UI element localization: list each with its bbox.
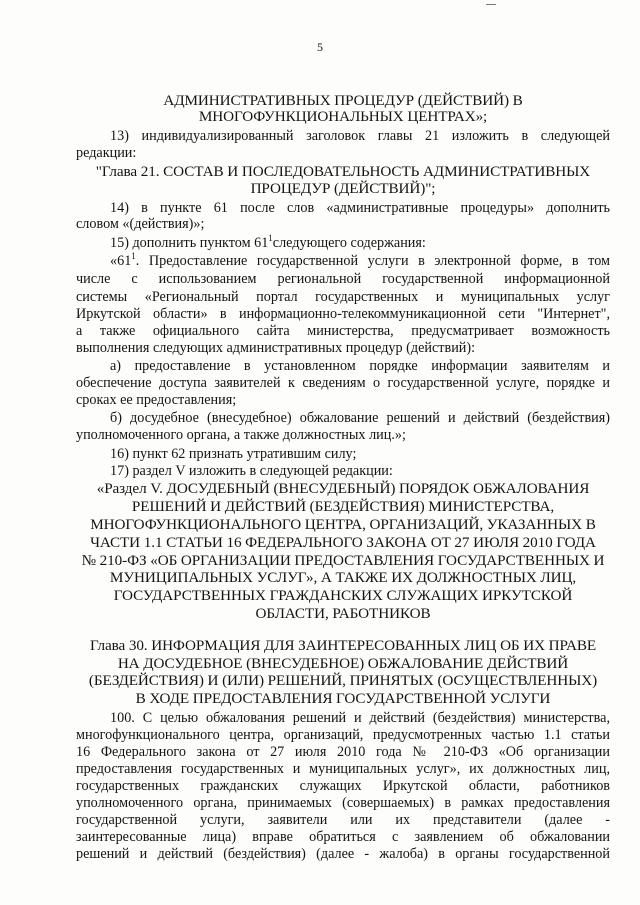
text-run: 16) пункт 62 признать утратившим силу; xyxy=(110,446,357,462)
text-run: выполнения следующих административных процедур (действий): xyxy=(76,340,476,356)
text-run: 14) в пункте 61 после слов «административные процедуры» дополнить xyxy=(110,200,610,216)
text-line xyxy=(76,637,610,654)
text-line xyxy=(76,216,610,233)
text-run: государственной услуги, заявители или их представители (далее - xyxy=(76,812,610,828)
text-line xyxy=(76,427,610,444)
text-run: сроках ее предоставления; xyxy=(76,392,237,408)
text-run: МУНИЦИПАЛЬНЫХ УСЛУГ», А ТАКЖЕ ИХ ДОЛЖНОСТНЫХ ЛИЦ, xyxy=(109,569,577,586)
text-line xyxy=(76,744,610,761)
text-line xyxy=(76,375,610,392)
text-line xyxy=(76,812,610,829)
text-line xyxy=(76,655,610,672)
text-line xyxy=(76,92,610,109)
text-line xyxy=(76,569,610,586)
text-run: 100. С целью обжалования решений и действий (бездействия) министерства, xyxy=(110,710,610,726)
text-run: «Раздел V. ДОСУДЕБНЫЙ (ВНЕСУДЕБНЫЙ) ПОРЯДОК ОБЖАЛОВАНИЯ xyxy=(96,480,590,497)
text-line xyxy=(76,587,610,604)
text-run: редакции: xyxy=(76,145,137,161)
text-run: 16 Федерального закона от 27 июля 2010 года № 210-ФЗ «Об организации xyxy=(76,744,610,760)
text-line xyxy=(76,829,610,846)
text-line xyxy=(76,795,610,812)
page-number: 5 xyxy=(317,40,323,54)
text-line xyxy=(76,605,610,622)
text-run: б) досудебное (внесудебное) обжалование решений и действий (бездействия) xyxy=(110,410,610,426)
text-run: ОБЛАСТИ, РАБОТНИКОВ xyxy=(255,605,431,622)
text-line xyxy=(76,163,610,180)
text-line xyxy=(76,108,610,125)
text-line xyxy=(76,778,610,795)
text-line xyxy=(76,480,610,497)
text-line xyxy=(76,253,610,270)
text-run: (БЕЗДЕЙСТВИЯ) И (ИЛИ) РЕШЕНИЙ, ПРИНЯТЫХ (ОСУЩЕСТВЛЕННЫХ) xyxy=(88,672,598,689)
text-line xyxy=(76,128,610,145)
text-run: 15) дополнить пунктом 61 xyxy=(110,235,269,251)
text-line xyxy=(76,761,610,778)
text-line xyxy=(76,306,610,323)
text-line xyxy=(76,516,610,533)
text-line xyxy=(76,271,610,288)
text-line xyxy=(76,200,610,217)
text-run: . Предоставление государственной услуги в электронной форме, в том xyxy=(135,253,610,269)
text-run: числе с использованием региональной государственной информационной xyxy=(76,271,610,287)
text-line xyxy=(76,846,610,863)
text-run: Иркутской области» в информационно-телекоммуникационной сети "Интернет", xyxy=(76,306,610,322)
text-run: уполномоченного органа, а также должностных лиц.»; xyxy=(76,427,406,443)
text-line xyxy=(76,672,610,689)
text-run: АДМИНИСТРАТИВНЫХ ПРОЦЕДУР (ДЕЙСТВИЙ) В xyxy=(163,92,523,109)
text-run: многофункционального центра, организаций, предусмотренных частью 1.1 статьи xyxy=(76,727,610,743)
text-run: В ХОДЕ ПРЕДОСТАВЛЕНИЯ ГОСУДАРСТВЕННОЙ УСЛУГИ xyxy=(135,690,551,707)
text-run: ПРОЦЕДУР (ДЕЙСТВИЙ)"; xyxy=(250,180,436,197)
text-line xyxy=(76,690,610,707)
text-line xyxy=(76,410,610,427)
text-run: предоставления государственных и муниципальных услуг», их должностных лиц, xyxy=(76,761,610,777)
text-line xyxy=(76,235,610,252)
superscript: 1 xyxy=(268,233,273,243)
superscript: 1 xyxy=(131,251,136,261)
text-line xyxy=(76,340,610,357)
text-line xyxy=(76,289,610,306)
scan-mark xyxy=(486,4,496,5)
text-run: Глава 30. ИНФОРМАЦИЯ ДЛЯ ЗАИНТЕРЕСОВАННЫХ ЛИЦ ОБ ИХ ПРАВЕ xyxy=(89,637,597,654)
text-run: словом «(действия)»; xyxy=(76,216,205,232)
text-run: государственных гражданских служащих Иркутской области, работников xyxy=(76,778,610,794)
text-line xyxy=(76,727,610,744)
text-line xyxy=(76,498,610,515)
text-run: РЕШЕНИЙ И ДЕЙСТВИЙ (БЕЗДЕЙСТВИЯ) МИНИСТЕРСТВА, xyxy=(131,498,555,515)
text-run: ГОСУДАРСТВЕННЫХ ГРАЖДАНСКИХ СЛУЖАЩИХ ИРКУТСКОЙ xyxy=(113,587,573,604)
text-line xyxy=(76,710,610,727)
text-run: ЧАСТИ 1.1 СТАТЬИ 16 ФЕДЕРАЛЬНОГО ЗАКОНА ОТ 27 ИЮЛЯ 2010 ГОДА xyxy=(90,534,596,551)
text-line xyxy=(76,552,610,569)
text-run: МНОГОФУНКЦИОНАЛЬНЫХ ЦЕНТРАХ»; xyxy=(198,108,488,125)
text-line xyxy=(76,145,610,162)
text-run: № 210-ФЗ «ОБ ОРГАНИЗАЦИИ ПРЕДОСТАВЛЕНИЯ ГОСУДАРСТВЕННЫХ И xyxy=(81,552,605,569)
text-line xyxy=(76,446,610,463)
text-run: "Глава 21. СОСТАВ И ПОСЛЕДОВАТЕЛЬНОСТЬ АДМИНИСТРАТИВНЫХ xyxy=(95,163,591,180)
text-line xyxy=(76,358,610,375)
text-line xyxy=(76,323,610,340)
text-run: уполномоченного органа, принимаемых (совершаемых) в рамках предоставления xyxy=(76,795,610,811)
text-line xyxy=(76,463,610,480)
text-run: заинтересованные лица) вправе обратиться с заявлением об обжаловании xyxy=(76,829,610,845)
text-run: обеспечение доступа заявителей к сведениям о государственной услуге, порядке и xyxy=(76,375,610,391)
text-run: решений и действий (бездействия) (далее - жалоба) в органы государственной xyxy=(76,846,610,862)
text-run: НА ДОСУДЕБНОЕ (ВНЕСУДЕБНОЕ) ОБЖАЛОВАНИЕ ДЕЙСТВИЙ xyxy=(117,655,569,672)
text-run: МНОГОФУНКЦИОНАЛЬНОГО ЦЕНТРА, ОРГАНИЗАЦИЙ, УКАЗАННЫХ В xyxy=(90,516,596,533)
text-run: 13) индивидуализированный заголовок главы 21 изложить в следующей xyxy=(110,128,610,144)
text-run: а также официального сайта министерства, предусматривает возможность xyxy=(76,323,610,339)
text-run: 17) раздел V изложить в следующей редакции: xyxy=(110,463,393,479)
text-run: а) предоставление в установленном порядке информации заявителям и xyxy=(110,358,610,374)
text-run: системы «Региональный портал государственных и муниципальных услуг xyxy=(76,289,610,305)
text-run: «61 xyxy=(110,253,132,269)
text-line xyxy=(76,392,610,409)
text-run: следующего содержания: xyxy=(272,235,426,251)
text-line xyxy=(76,534,610,551)
text-line xyxy=(76,180,610,197)
